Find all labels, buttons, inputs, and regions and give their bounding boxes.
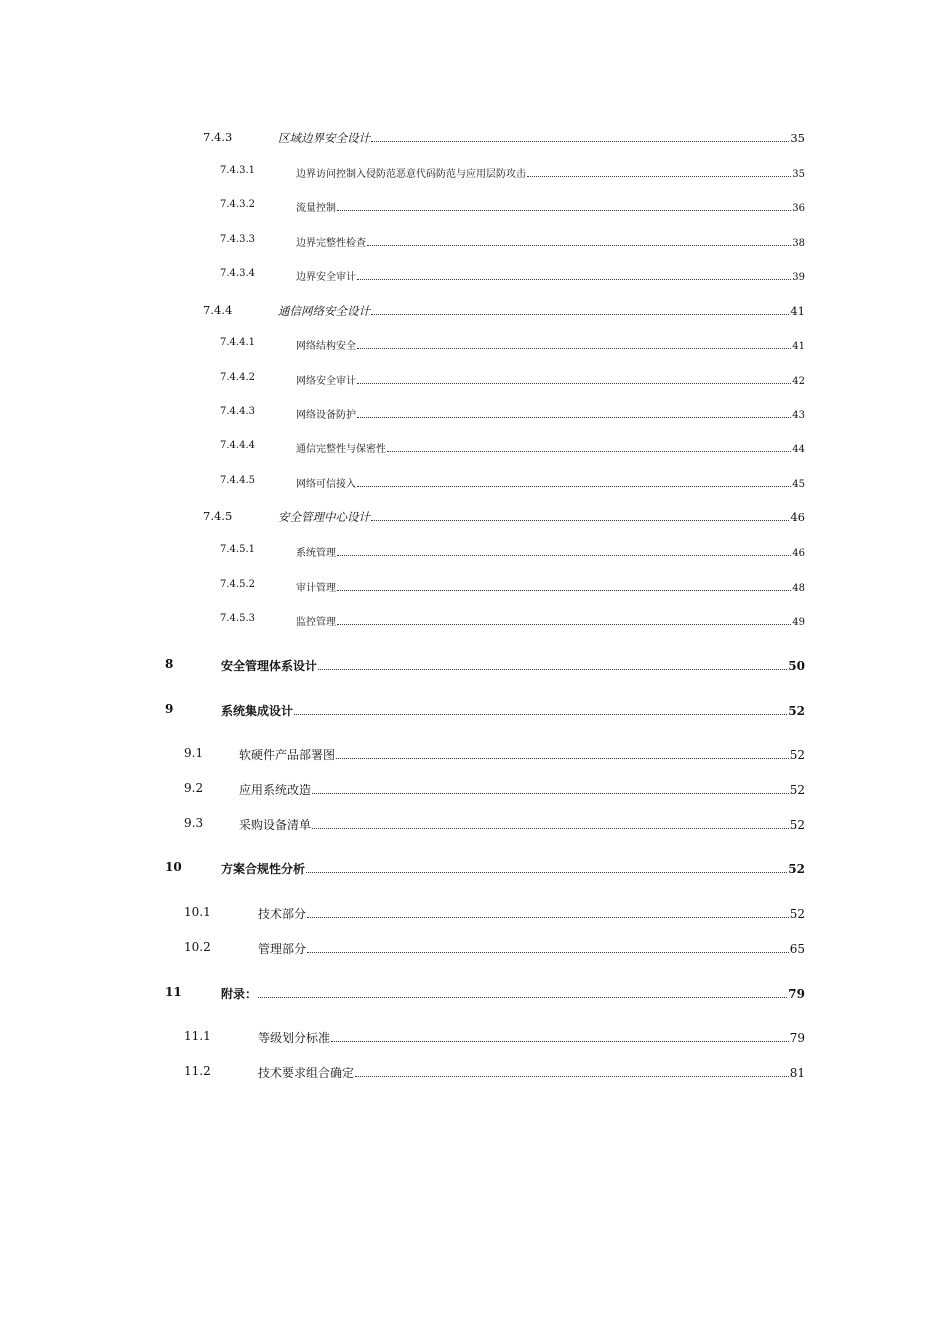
toc-entry-number: 7.4.5.1 <box>220 544 255 555</box>
toc-entry-title: 网络结构安全 <box>296 341 356 352</box>
dot-leader <box>357 383 791 384</box>
toc-entry-title: 网络设备防护 <box>296 410 356 421</box>
toc-entry[interactable] <box>296 337 805 352</box>
toc-entry-page: 50 <box>788 659 805 673</box>
toc-entry-page: 52 <box>789 907 805 921</box>
dot-leader <box>294 714 787 715</box>
toc-entry-number: 7.4.4.5 <box>220 475 255 486</box>
toc-entry-page: 52 <box>789 783 805 797</box>
dot-leader <box>307 952 789 953</box>
toc-entry[interactable] <box>221 985 805 1002</box>
toc-entry-number: 7.4.4 <box>203 303 233 317</box>
toc-entry-title: 边界访问控制入侵防范恶意代码防范与应用层防攻击 <box>296 169 526 180</box>
toc-entry-number: 11.1 <box>184 1029 211 1043</box>
toc-entry[interactable] <box>239 816 805 833</box>
toc-entry-title: 边界完整性检查 <box>296 238 366 249</box>
toc-entry-title: 通信网络安全设计 <box>278 304 370 318</box>
toc-entry-title: 管理部分 <box>258 942 307 956</box>
toc-entry[interactable] <box>278 509 805 525</box>
toc-entry-title: 通信完整性与保密性 <box>296 444 386 455</box>
dot-leader <box>306 872 787 873</box>
toc-entry[interactable] <box>221 702 805 719</box>
toc-entry[interactable] <box>278 303 805 319</box>
toc-entry-page: 79 <box>788 987 805 1001</box>
toc-entry[interactable] <box>258 940 805 957</box>
dot-leader <box>371 520 789 521</box>
dot-leader <box>337 624 791 625</box>
toc-entry-title: 审计管理 <box>296 583 336 594</box>
toc-entry-number: 7.4.3 <box>203 130 233 144</box>
dot-leader <box>367 245 791 246</box>
toc-entry-number: 7.4.5.2 <box>220 579 255 590</box>
toc-entry-title: 等级划分标准 <box>258 1031 331 1045</box>
toc-entry-title: 采购设备清单 <box>239 818 312 832</box>
toc-entry-number: 7.4.3.2 <box>220 199 255 210</box>
dot-leader <box>357 279 791 280</box>
toc-entry-number: 7.4.5 <box>203 509 233 523</box>
toc-entry-page: 79 <box>789 1031 805 1045</box>
toc-entry[interactable] <box>296 165 805 180</box>
toc-entry[interactable] <box>221 860 805 877</box>
toc-entry-page: 46 <box>790 510 805 524</box>
toc-entry[interactable] <box>296 268 805 283</box>
toc-entry-page: 43 <box>792 410 805 421</box>
toc-entry-number: 9 <box>165 702 174 716</box>
toc-entry-number: 7.4.4.2 <box>220 372 255 383</box>
dot-leader <box>336 758 789 759</box>
toc-entry[interactable] <box>296 544 805 559</box>
toc-entry-page: 41 <box>792 341 805 352</box>
toc-entry[interactable] <box>239 781 805 798</box>
dot-leader <box>337 210 791 211</box>
dot-leader <box>307 917 789 918</box>
toc-entry-page: 35 <box>792 169 805 180</box>
toc-entry-title: 应用系统改造 <box>239 783 312 797</box>
toc-entry-page: 39 <box>792 272 805 283</box>
toc-entry[interactable] <box>258 1029 805 1046</box>
dot-leader <box>371 314 789 315</box>
toc-entry-number: 7.4.3.1 <box>220 165 255 176</box>
toc-entry-number: 7.4.3.3 <box>220 234 255 245</box>
toc-entry[interactable] <box>278 130 805 146</box>
toc-entry[interactable] <box>296 440 805 455</box>
toc-entry-number: 7.4.4.3 <box>220 406 255 417</box>
toc-entry-title: 网络安全审计 <box>296 376 356 387</box>
toc-entry-page: 52 <box>788 704 805 718</box>
dot-leader <box>331 1041 789 1042</box>
toc-entry-page: 48 <box>792 583 805 594</box>
toc-entry-page: 38 <box>792 238 805 249</box>
toc-entry-title: 软硬件产品部署图 <box>239 748 336 762</box>
toc-entry-page: 52 <box>789 748 805 762</box>
toc-entry-page: 35 <box>790 131 805 145</box>
dot-leader <box>312 793 789 794</box>
toc-entry[interactable] <box>296 613 805 628</box>
dot-leader <box>387 451 791 452</box>
toc-entry-page: 45 <box>792 479 805 490</box>
dot-leader <box>357 417 791 418</box>
toc-entry-number: 7.4.4.4 <box>220 440 255 451</box>
toc-entry-title: 附录： <box>221 987 258 1001</box>
toc-entry[interactable] <box>296 406 805 421</box>
toc-entry-title: 系统管理 <box>296 548 336 559</box>
toc-entry-number: 7.4.3.4 <box>220 268 255 279</box>
toc-entry-number: 7.4.5.3 <box>220 613 255 624</box>
toc-entry[interactable] <box>221 657 805 674</box>
toc-entry-title: 边界安全审计 <box>296 272 356 283</box>
toc-entry-page: 65 <box>789 942 805 956</box>
toc-entry-number: 9.3 <box>184 816 204 830</box>
dot-leader <box>371 141 789 142</box>
toc-entry-number: 10 <box>165 860 182 874</box>
toc-entry[interactable] <box>258 905 805 922</box>
dot-leader <box>318 669 787 670</box>
toc-entry-page: 49 <box>792 617 805 628</box>
toc-entry-title: 流量控制 <box>296 203 336 214</box>
dot-leader <box>337 555 791 556</box>
toc-entry-page: 81 <box>789 1066 805 1080</box>
toc-entry-title: 区域边界安全设计 <box>278 131 370 145</box>
dot-leader <box>355 1076 789 1077</box>
toc-entry-title: 方案合规性分析 <box>221 862 306 876</box>
toc-entry-page: 52 <box>789 818 805 832</box>
toc-entry-number: 11 <box>165 985 182 999</box>
toc-entry[interactable] <box>296 234 805 249</box>
toc-entry-page: 44 <box>792 444 805 455</box>
toc-entry-page: 46 <box>792 548 805 559</box>
toc-entry-title: 监控管理 <box>296 617 336 628</box>
dot-leader <box>312 828 789 829</box>
dot-leader <box>357 348 791 349</box>
toc-entry-number: 10.1 <box>184 905 211 919</box>
toc-entry-number: 11.2 <box>184 1064 211 1078</box>
toc-entry-number: 9.2 <box>184 781 204 795</box>
toc-entry-number: 8 <box>165 657 174 671</box>
dot-leader <box>527 176 791 177</box>
toc-entry[interactable] <box>239 746 805 763</box>
dot-leader <box>258 997 787 998</box>
toc-entry-title: 安全管理体系设计 <box>221 659 318 673</box>
dot-leader <box>357 486 791 487</box>
dot-leader <box>337 590 791 591</box>
toc-entry-title: 系统集成设计 <box>221 704 294 718</box>
toc-entry[interactable] <box>296 579 805 594</box>
toc-entry-title: 安全管理中心设计 <box>278 510 370 524</box>
toc-entry-number: 10.2 <box>184 940 211 954</box>
toc-entry[interactable] <box>296 372 805 387</box>
toc-entry-page: 42 <box>792 376 805 387</box>
toc-entry[interactable] <box>296 199 805 214</box>
toc-entry-page: 41 <box>790 304 805 318</box>
toc-entry[interactable] <box>296 475 805 490</box>
toc-entry-page: 36 <box>792 203 805 214</box>
toc-entry-number: 9.1 <box>184 746 204 760</box>
toc-entry-title: 技术部分 <box>258 907 307 921</box>
toc-entry-number: 7.4.4.1 <box>220 337 255 348</box>
toc-entry-title: 技术要求组合确定 <box>258 1066 355 1080</box>
toc-entry[interactable] <box>258 1064 805 1081</box>
toc-entry-title: 网络可信接入 <box>296 479 356 490</box>
toc-entry-page: 52 <box>788 862 805 876</box>
